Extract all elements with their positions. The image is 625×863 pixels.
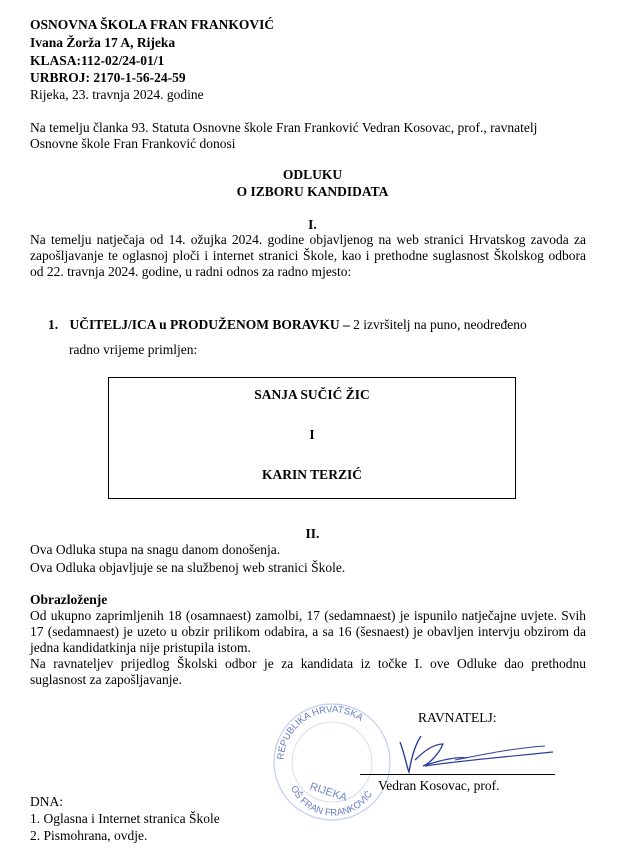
section-2-line-1: Ova Odluka stupa na snagu danom donošenja. [30,542,281,557]
urbroj: URBROJ: 2170-1-56-24-59 [30,70,186,85]
klasa: KLASA:112-02/24-01/1 [30,53,165,68]
item-rest: 2 izvršitelj na puno, neodređeno [349,317,527,332]
job-position-item [48,317,578,333]
item-continuation: radno vrijeme primljen: [69,342,198,357]
document-subtitle: O IZBORU KANDIDATA [236,184,389,199]
dna-item: 1. Oglasna i Internet stranica Škole [30,811,220,826]
candidates-box [108,377,516,499]
director-name: Vedran Kosovac, prof. [378,778,500,793]
candidate-first: SANJA SUČIĆ ŽIC [254,387,370,402]
document-title: ODLUKU [282,167,343,182]
school-name: OSNOVNA ŠKOLA FRAN FRANKOVIĆ [30,17,275,32]
candidate-conjunction: I [309,427,315,442]
obrazlozenje-body [30,608,586,688]
section-1-paragraph: Na temelju natječaja od 14. ožujka 2024. godine objavljenog na web stranici Hrvatskog zavoda za zapošljavanje te oglasnoj ploči i internet stranici Škole, kao i prethodne suglasnost Školskog odbora od 22. travnja 2024. godine, u radni odnos za radno mjesto: [30,232,586,279]
signature-line [360,774,555,775]
school-address: Ivana Žorža 17 A, Rijeka [30,35,176,50]
director-title: RAVNATELJ: [418,710,497,725]
obrazlozenje-heading: Obrazloženje [30,592,108,607]
section-2-line-2: Ova Odluka objavljuje se na službenoj web stranici Škole. [30,560,346,575]
obrazlozenje-paragraph-2: Na ravnateljev prijedlog Školski odbor je za kandidata iz točke I. ove Odluke dao prethodnu suglasnost za zapošljavanje. [30,656,586,687]
stamp-top-text: REPUBLIKA HRVATSKA [275,704,365,761]
dna-heading: DNA: [30,794,63,809]
intro-paragraph: Na temelju članka 93. Statuta Osnovne škole Fran Franković Vedran Kosovac, prof., ravnatelj Osnovne škole Fran Franković donosi [30,120,538,151]
stamp-city: RIJEKA [308,780,349,804]
dna-item: 2. Pismohrana, ovdje. [30,828,148,843]
obrazlozenje-paragraph-1: Od ukupno zaprimljenih 18 (osamnaest) zamolbi, 17 (sedamnaest) je ispunilo natječajne uvjete. Svih 17 (sedamnaest) je uzeto u obzir prilikom odabira, a sa 16 (šesnaest) je obavljen intervju obzirom da jedna kandidatkinja nije pristupila istom. [30,608,586,655]
item-number: 1. [48,317,59,332]
section-1-number: I. [308,217,317,232]
section-2-number: II. [305,526,320,541]
place-date: Rijeka, 23. travnja 2024. godine [30,87,204,102]
official-stamp [270,700,395,825]
item-title: UČITELJ/ICA u PRODUŽENOM BORAVKU – [69,317,350,332]
stamp-bottom-text: OŠ FRAN FRANKOVIĆ [288,783,375,819]
handwritten-signature [395,730,555,775]
candidate-second: KARIN TERZIĆ [262,467,362,482]
